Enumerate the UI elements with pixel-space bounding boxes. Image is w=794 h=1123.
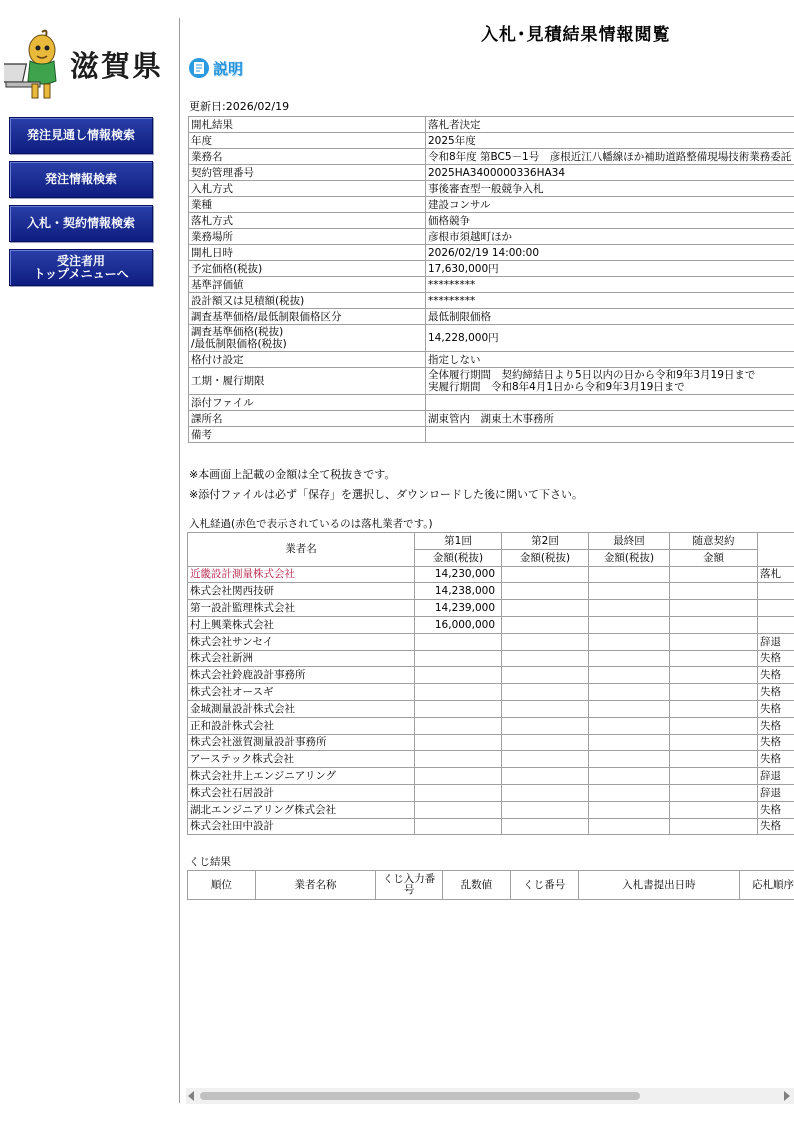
info-row — [189, 395, 794, 411]
bid-final-amount — [589, 801, 670, 818]
bid-company-name: 金城測量設計株式会社 — [188, 700, 415, 717]
info-row — [189, 213, 794, 229]
bid-company-name: 村上興業株式会社 — [188, 616, 415, 633]
info-label: 契約管理番号 — [189, 165, 426, 181]
updated-date: 更新日:2026/02/19 — [189, 100, 290, 113]
info-value: 2025年度 — [426, 133, 794, 149]
bid-company-name: 株式会社石居設計 — [188, 784, 415, 801]
info-row — [189, 261, 794, 277]
bid-round2-amount — [502, 717, 589, 734]
info-label: 備考 — [189, 427, 426, 443]
bid-row — [188, 633, 794, 650]
bid-company-name: 湖北エンジニアリング株式会社 — [188, 801, 415, 818]
header-negotiated: 随意契約 — [670, 533, 758, 550]
info-row — [189, 245, 794, 261]
bid-round1-amount — [415, 751, 502, 768]
header-round1: 第1回 — [415, 533, 502, 550]
bid-row — [188, 751, 794, 768]
bid-negotiated-amount — [670, 717, 758, 734]
info-label: 予定価格(税抜) — [189, 261, 426, 277]
forecast-search-button[interactable]: 発注見通し情報検索 — [9, 117, 153, 154]
info-row — [189, 277, 794, 293]
bid-row — [188, 700, 794, 717]
info-value: 事後審査型一般競争入札 — [426, 181, 794, 197]
bid-negotiated-amount — [670, 801, 758, 818]
bid-company-name: 株式会社田中設計 — [188, 818, 415, 835]
bid-round2-amount — [502, 650, 589, 667]
bid-company-name: 株式会社オースギ — [188, 684, 415, 701]
lottery-header: 乱数値 — [442, 871, 510, 900]
bid-row — [188, 717, 794, 734]
bid-round1-amount — [415, 818, 502, 835]
bid-company-name: 株式会社新洲 — [188, 650, 415, 667]
lottery-header: 入札書提出日時 — [578, 871, 739, 900]
note-attachment: ※添付ファイルは必ず「保存」を選択し、ダウンロードした後に開いて下さい。 — [189, 488, 583, 501]
bid-result: 失格 — [758, 650, 794, 667]
info-label: 添付ファイル — [189, 395, 426, 411]
info-label: 設計額又は見積額(税抜) — [189, 293, 426, 309]
bid-round1-amount — [415, 734, 502, 751]
lottery-header: 応札順序 — [740, 871, 794, 900]
info-value — [426, 368, 794, 395]
bid-round1-amount — [415, 684, 502, 701]
bid-company-name: 株式会社サンセイ — [188, 633, 415, 650]
contractor-top-menu-button[interactable]: 受注者用 トップメニューへ — [9, 249, 153, 286]
bid-round2-amount — [502, 600, 589, 617]
bid-company-name: 株式会社関西技研 — [188, 583, 415, 600]
header-result — [758, 533, 794, 567]
info-label-line: 工期・履行期限 — [191, 375, 265, 387]
scrollbar-thumb[interactable] — [200, 1092, 640, 1100]
bid-result: 失格 — [758, 751, 794, 768]
info-row — [189, 133, 794, 149]
info-label-line: 調査基準価格(税抜) — [191, 326, 284, 338]
info-value: 17,630,000円 — [426, 261, 794, 277]
bid-round2-amount — [502, 616, 589, 633]
bid-final-amount — [589, 700, 670, 717]
bid-company-name: 株式会社鈴鹿設計事務所 — [188, 667, 415, 684]
scroll-right-arrow-icon[interactable] — [784, 1091, 790, 1101]
bid-round2-amount — [502, 566, 589, 583]
shiga-logo[interactable] — [4, 28, 164, 100]
bid-row — [188, 784, 794, 801]
bid-final-amount — [589, 616, 670, 633]
bid-row — [188, 768, 794, 785]
info-row — [189, 352, 794, 368]
bid-company-name: 近畿設計測量株式会社 — [188, 566, 415, 583]
lottery-caption: くじ結果 — [189, 856, 231, 868]
bid-result: 失格 — [758, 684, 794, 701]
divider — [179, 18, 180, 1103]
bid-round2-amount — [502, 583, 589, 600]
info-label — [189, 325, 426, 352]
bid-result: 落札 — [758, 566, 794, 583]
bid-final-amount — [589, 684, 670, 701]
bid-round2-amount — [502, 684, 589, 701]
bid-round2-amount — [502, 768, 589, 785]
info-value-line: 実履行期間 令和8年4月1日から令和9年3月19日まで — [428, 381, 685, 393]
bid-negotiated-amount — [670, 734, 758, 751]
info-label: 業種 — [189, 197, 426, 213]
bid-result: 失格 — [758, 818, 794, 835]
bid-result: 辞退 — [758, 633, 794, 650]
bid-final-amount — [589, 784, 670, 801]
lottery-header: くじ番号 — [510, 871, 578, 900]
info-label: 開札日時 — [189, 245, 426, 261]
info-value: 建設コンサル — [426, 197, 794, 213]
info-row — [189, 293, 794, 309]
info-value — [426, 427, 794, 443]
bid-result: 辞退 — [758, 784, 794, 801]
info-label: 基準評価値 — [189, 277, 426, 293]
info-row — [189, 117, 794, 133]
bid-final-amount — [589, 768, 670, 785]
explain-button[interactable] — [188, 56, 243, 80]
bid-final-amount — [589, 633, 670, 650]
bid-final-amount — [589, 650, 670, 667]
result-info-table — [188, 116, 794, 443]
bid-company-name: アーステック株式会社 — [188, 751, 415, 768]
bid-result — [758, 600, 794, 617]
info-value: 彦根市須越町ほか — [426, 229, 794, 245]
bid-round1-amount — [415, 784, 502, 801]
lottery-header: 順位 — [188, 871, 256, 900]
bid-row — [188, 734, 794, 751]
info-label: 課所名 — [189, 411, 426, 427]
bid-round1-amount — [415, 633, 502, 650]
scroll-left-arrow-icon[interactable] — [188, 1091, 194, 1101]
info-value: 価格競争 — [426, 213, 794, 229]
bid-row — [188, 566, 794, 583]
header-negotiated-amount: 金額 — [670, 549, 758, 566]
bid-round1-amount — [415, 700, 502, 717]
header-final: 最終回 — [589, 533, 670, 550]
info-value — [426, 395, 794, 411]
info-value: 2025HA3400000336HA34 — [426, 165, 794, 181]
header-round2: 第2回 — [502, 533, 589, 550]
info-label: 格付け設定 — [189, 352, 426, 368]
bid-round1-amount: 14,230,000 — [415, 566, 502, 583]
info-value — [426, 325, 794, 352]
info-row — [189, 229, 794, 245]
bid-round1-amount — [415, 667, 502, 684]
bid-row — [188, 616, 794, 633]
bid-history-table — [187, 532, 794, 835]
info-value: 落札者決定 — [426, 117, 794, 133]
bid-negotiated-amount — [670, 566, 758, 583]
bid-round1-amount: 14,239,000 — [415, 600, 502, 617]
bid-result: 失格 — [758, 801, 794, 818]
bid-result: 失格 — [758, 667, 794, 684]
bid-round2-amount — [502, 700, 589, 717]
bid-round2-amount — [502, 633, 589, 650]
bid-result — [758, 616, 794, 633]
bid-round2-amount — [502, 667, 589, 684]
sidebar — [0, 0, 170, 1123]
bid-row — [188, 650, 794, 667]
header-final-amount: 金額(税抜) — [589, 549, 670, 566]
bid-row — [188, 818, 794, 835]
info-row — [189, 165, 794, 181]
info-value-line: 14,228,000円 — [428, 332, 499, 344]
info-row — [189, 427, 794, 443]
page-title: 入札･見積結果情報閲覧 — [481, 25, 671, 45]
info-label: 年度 — [189, 133, 426, 149]
bid-round1-amount — [415, 717, 502, 734]
bid-negotiated-amount — [670, 684, 758, 701]
bid-negotiated-amount — [670, 650, 758, 667]
bid-final-amount — [589, 667, 670, 684]
info-label: 開札結果 — [189, 117, 426, 133]
explain-label: 説明 — [213, 59, 244, 78]
info-label: 入札方式 — [189, 181, 426, 197]
bid-final-amount — [589, 717, 670, 734]
bid-row — [188, 684, 794, 701]
info-row — [189, 181, 794, 197]
lottery-table — [187, 870, 794, 900]
info-label: 落札方式 — [189, 213, 426, 229]
bid-negotiated-amount — [670, 633, 758, 650]
info-value: 湖東管内 湖東土木事務所 — [426, 411, 794, 427]
bid-final-amount — [589, 566, 670, 583]
info-label: 調査基準価格/最低制限価格区分 — [189, 309, 426, 325]
info-value: 2026/02/19 14:00:00 — [426, 245, 794, 261]
bid-round1-amount — [415, 768, 502, 785]
info-label — [189, 368, 426, 395]
bid-final-amount — [589, 818, 670, 835]
info-row — [189, 325, 794, 352]
bid-result: 失格 — [758, 734, 794, 751]
info-row — [189, 149, 794, 165]
bid-round2-amount — [502, 751, 589, 768]
header-round1-amount: 金額(税抜) — [415, 549, 502, 566]
info-value: ********* — [426, 293, 794, 309]
order-search-button[interactable]: 発注情報検索 — [9, 161, 153, 198]
bid-company-name: 第一設計監理株式会社 — [188, 600, 415, 617]
info-value: 最低制限価格 — [426, 309, 794, 325]
info-label-line: /最低制限価格(税抜) — [191, 338, 287, 350]
bid-negotiated-amount — [670, 600, 758, 617]
logo-text: 滋賀県 — [70, 49, 164, 83]
info-row — [189, 368, 794, 395]
bid-result: 辞退 — [758, 768, 794, 785]
bid-negotiated-amount — [670, 818, 758, 835]
main-content — [181, 0, 794, 1123]
note-tax: ※本画面上記載の金額は全て税抜きです。 — [189, 468, 396, 481]
bid-negotiated-amount — [670, 583, 758, 600]
bid-contract-search-button[interactable]: 入札・契約情報検索 — [9, 205, 153, 242]
info-label: 業務名 — [189, 149, 426, 165]
bid-final-amount — [589, 751, 670, 768]
info-value-line: 全体履行期間 契約締結日より5日以内の日から令和9年3月19日まで — [428, 369, 756, 381]
bid-round2-amount — [502, 734, 589, 751]
bid-round1-amount: 14,238,000 — [415, 583, 502, 600]
bid-company-name: 株式会社井上エンジニアリング — [188, 768, 415, 785]
bid-result: 失格 — [758, 700, 794, 717]
bid-round2-amount — [502, 801, 589, 818]
bid-result: 失格 — [758, 717, 794, 734]
bid-row — [188, 667, 794, 684]
info-row — [189, 411, 794, 427]
bid-negotiated-amount — [670, 700, 758, 717]
info-value: ********* — [426, 277, 794, 293]
bid-round1-amount: 16,000,000 — [415, 616, 502, 633]
mascot-icon — [4, 28, 68, 100]
bid-negotiated-amount — [670, 768, 758, 785]
bid-negotiated-amount — [670, 616, 758, 633]
bid-company-name: 正和設計株式会社 — [188, 717, 415, 734]
bid-negotiated-amount — [670, 784, 758, 801]
bid-result — [758, 583, 794, 600]
bid-final-amount — [589, 734, 670, 751]
info-label: 業務場所 — [189, 229, 426, 245]
bid-round2-amount — [502, 818, 589, 835]
bid-round2-amount — [502, 784, 589, 801]
bid-negotiated-amount — [670, 667, 758, 684]
bid-row — [188, 583, 794, 600]
info-value: 指定しない — [426, 352, 794, 368]
bid-company-name: 株式会社滋賀測量設計事務所 — [188, 734, 415, 751]
bid-final-amount — [589, 583, 670, 600]
header-round2-amount: 金額(税抜) — [502, 549, 589, 566]
bid-row — [188, 600, 794, 617]
info-value: 令和8年度 第BC5－1号 彦根近江八幡線ほか補助道路整備現場技術業務委託 — [426, 149, 794, 165]
lottery-header: 業者名称 — [255, 871, 375, 900]
info-row — [189, 309, 794, 325]
info-row — [189, 197, 794, 213]
bid-round1-amount — [415, 650, 502, 667]
document-icon — [188, 57, 210, 79]
bid-history-caption: 入札経過(赤色で表示されているのは落札業者です。) — [189, 518, 433, 530]
header-company: 業者名 — [188, 533, 415, 567]
lottery-header: くじ入力番号 — [376, 871, 443, 900]
horizontal-scrollbar[interactable] — [186, 1088, 794, 1104]
bid-negotiated-amount — [670, 751, 758, 768]
bid-row — [188, 801, 794, 818]
bid-final-amount — [589, 600, 670, 617]
bid-round1-amount — [415, 801, 502, 818]
